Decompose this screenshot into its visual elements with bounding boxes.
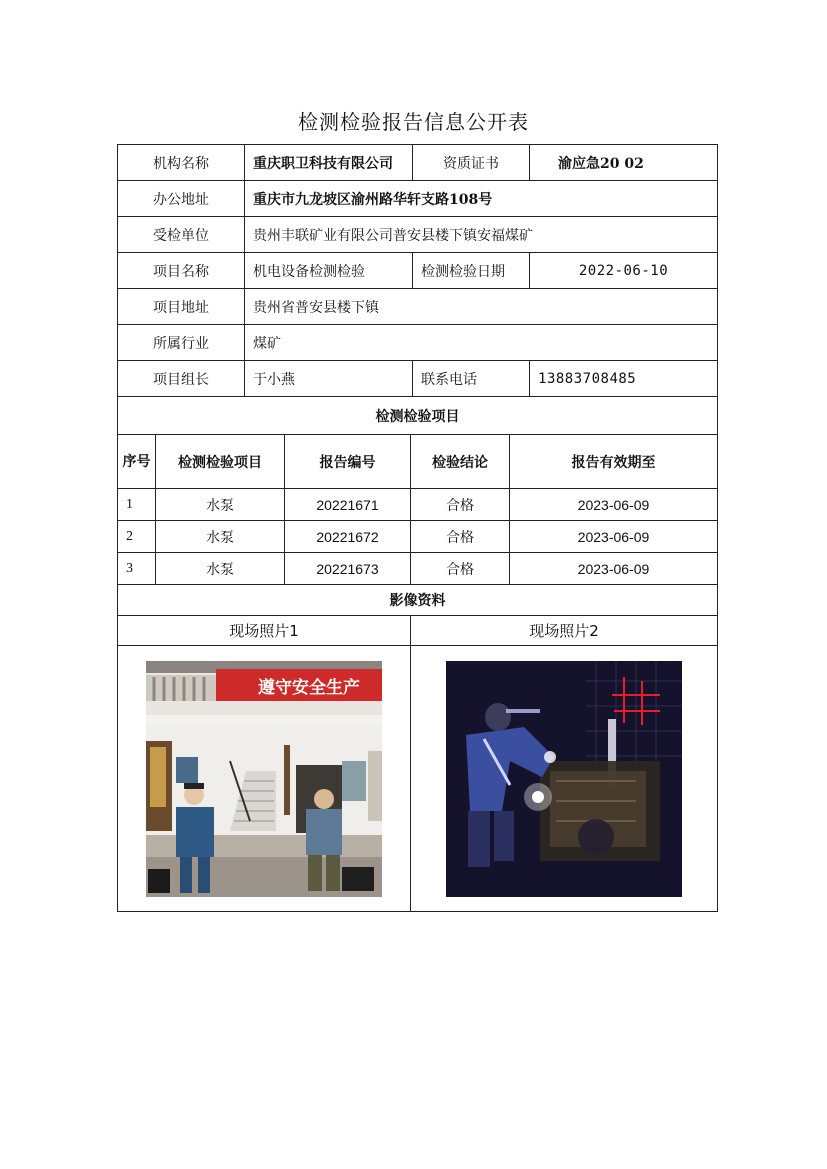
phone-label: 联系电话 xyxy=(413,361,530,397)
row-conclusion: 合格 xyxy=(411,489,510,521)
row-conclusion: 合格 xyxy=(411,553,510,585)
site-value: 贵州省普安县楼下镇 xyxy=(245,289,718,325)
items-section-heading: 检测检验项目 xyxy=(118,397,718,435)
row-index: 1 xyxy=(118,489,156,521)
photo1-cell xyxy=(118,646,411,912)
photo-labels-row xyxy=(118,616,718,646)
site-photo-2 xyxy=(446,661,682,897)
row-item: 水泵 xyxy=(156,489,285,521)
info-row-site xyxy=(118,289,718,325)
row-index: 2 xyxy=(118,521,156,553)
items-header-row xyxy=(118,435,718,489)
media-section-heading: 影像资料 xyxy=(118,585,718,616)
info-row-address xyxy=(118,181,718,217)
phone-value: 13883708485 xyxy=(530,361,718,397)
row-valid-until: 2023-06-09 xyxy=(510,489,718,521)
client-label: 受检单位 xyxy=(118,217,245,253)
address-value: 重庆市九龙坡区渝州路华轩支路108号 xyxy=(245,181,718,217)
page-title: 检测检验报告信息公开表 xyxy=(298,110,529,134)
col-header-item: 检测检验项目 xyxy=(156,435,285,489)
org-value: 重庆职卫科技有限公司 xyxy=(245,145,413,181)
info-row-org xyxy=(118,145,718,181)
col-header-valid-until: 报告有效期至 xyxy=(510,435,718,489)
col-header-index: 序号 xyxy=(118,435,156,489)
site-photo-1 xyxy=(146,661,382,897)
info-row-leader xyxy=(118,361,718,397)
items-heading-row xyxy=(118,397,718,435)
address-label: 办公地址 xyxy=(118,181,245,217)
row-report-no: 20221673 xyxy=(285,553,411,585)
photos-row xyxy=(118,646,718,912)
site-label: 项目地址 xyxy=(118,289,245,325)
leader-label: 项目组长 xyxy=(118,361,245,397)
row-conclusion: 合格 xyxy=(411,521,510,553)
industry-value: 煤矿 xyxy=(245,325,718,361)
banner-text: 遵守安全生产 xyxy=(258,677,360,698)
row-valid-until: 2023-06-09 xyxy=(510,553,718,585)
info-row-client xyxy=(118,217,718,253)
org-label: 机构名称 xyxy=(118,145,245,181)
table-row xyxy=(118,489,718,521)
project-value: 机电设备检测检验 xyxy=(245,253,413,289)
date-value: 2022-06-10 xyxy=(530,253,718,289)
photo2-label: 现场照片2 xyxy=(411,616,718,646)
client-value: 贵州丰联矿业有限公司普安县楼下镇安福煤矿 xyxy=(245,217,718,253)
table-row xyxy=(118,521,718,553)
leader-value: 于小燕 xyxy=(245,361,413,397)
info-row-project xyxy=(118,253,718,289)
col-header-conclusion: 检验结论 xyxy=(411,435,510,489)
row-index: 3 xyxy=(118,553,156,585)
row-item: 水泵 xyxy=(156,521,285,553)
cert-label: 资质证书 xyxy=(413,145,530,181)
project-label: 项目名称 xyxy=(118,253,245,289)
row-report-no: 20221672 xyxy=(285,521,411,553)
date-label: 检测检验日期 xyxy=(413,253,530,289)
media-heading-row xyxy=(118,585,718,616)
info-row-industry xyxy=(118,325,718,361)
col-header-report-no: 报告编号 xyxy=(285,435,411,489)
row-valid-until: 2023-06-09 xyxy=(510,521,718,553)
photo1-label: 现场照片1 xyxy=(118,616,411,646)
cert-value: 渝应急20 02 xyxy=(530,145,718,181)
table-row xyxy=(118,553,718,585)
industry-label: 所属行业 xyxy=(118,325,245,361)
row-item: 水泵 xyxy=(156,553,285,585)
report-table xyxy=(117,144,718,912)
photo2-cell xyxy=(411,646,718,912)
row-report-no: 20221671 xyxy=(285,489,411,521)
